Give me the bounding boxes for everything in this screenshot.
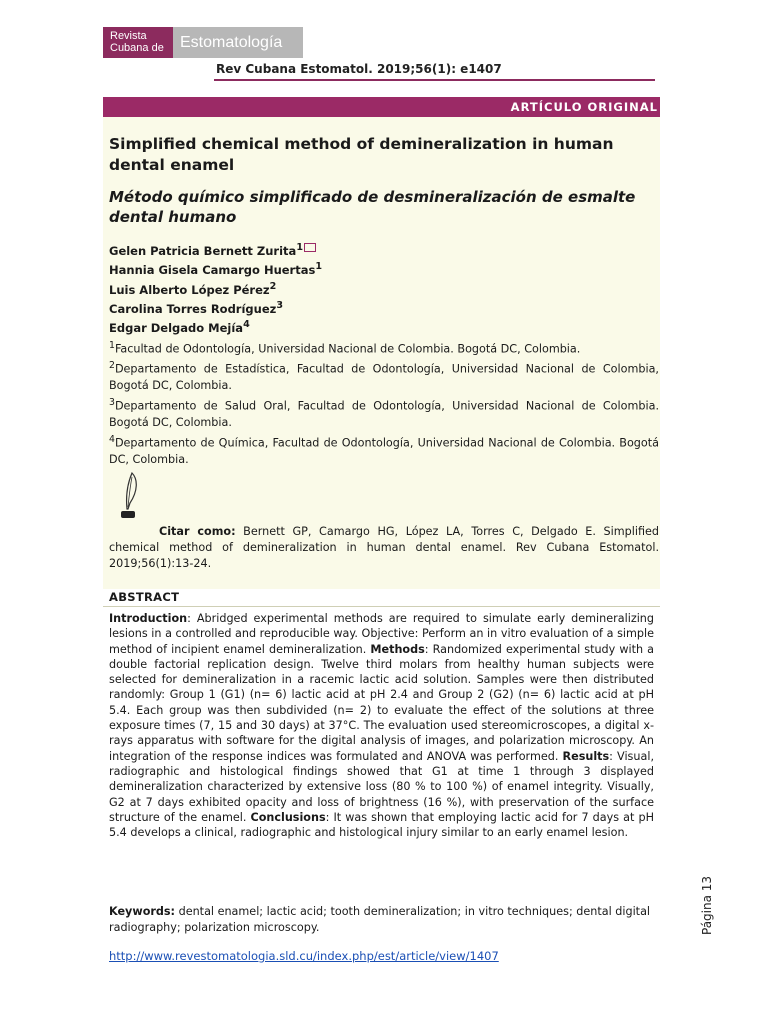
author-2: Hannia Gisela Camargo Huertas$^1$ [109, 261, 323, 278]
affiliation-1: $^1$Facultad de Odontología, Universidad Nacional de Colombia. Bogotá DC, Colombia. [109, 340, 581, 356]
citation-label: Citar como: [159, 525, 236, 539]
logo-name: Estomatología [173, 27, 303, 58]
journal-logo [103, 27, 303, 58]
title-spanish: Método químico simplificado de desmineralización de esmalte dental humano [109, 188, 636, 226]
author-3: Luis Alberto López Pérez$^2$ [109, 280, 277, 297]
quill-pen-icon [118, 471, 142, 521]
citation [109, 524, 659, 572]
author-5: Edgar Delgado Mejía$^4$ [109, 319, 250, 336]
affiliation-4: $^4$Departamento de Química, Facultad de Odontología, Universidad Nacional de Colombia. Bogotá DC, Colombia. [109, 433, 659, 466]
article-link[interactable]: http://www.revestomatologia.sld.cu/index.php/est/article/view/1407 [109, 949, 499, 963]
page-number: Página 13 [700, 875, 714, 935]
keywords-text: dental enamel; lactic acid; tooth demineralization; in vitro techniques; dental digital radiography; polarization microscopy. [109, 905, 651, 934]
keywords [109, 904, 659, 935]
author-list [109, 240, 322, 337]
citation-text: Bernett GP, Camargo HG, López LA, Torres C, Delgado E. Simplified chemical method of demineralization in human dental enamel. Rev Cubana Estomatol. 2019;56(1):13-24. [109, 525, 659, 571]
article-type-bar: ARTÍCULO ORIGINAL [103, 97, 660, 117]
affiliation-2: $^2$Departamento de Estadística, Facultad de Odontología, Universidad Nacional de Colombia, Bogotá DC, Colombia. [109, 360, 659, 393]
header-rule [214, 79, 655, 81]
abstract-heading: ABSTRACT [109, 590, 180, 604]
abstract-body: Introduction: Abridged experimental methods are required to simulate early demineralizing lesions in a controlled and reproducible way. Objective: Perform an in vitro evaluation of a simple method of incipient enamel demineralization. Methods: Randomized experimental study with a double factorial replication design. Twelve third molars from healthy human subjects were selected for demineralization in a racemic lactic acid solution. Samples were then distributed randomly: Group 1 (G1) (n= 6) lactic acid at pH 2.4 and Group 2 (G2) (n= 6) lactic acid at pH 5.4. Each group was then subdivided (n= 2) to evaluate the effect of the solutions at three exposure times (7, 15 and 30 days) at 37°C. The evaluation used stereomicroscopes, a digital x-rays apparatus with software for the digital analysis of images, and polarization microscopy. An integration of the response indices was formulated and ANOVA was performed. Results: Visual, radiographic and histological findings showed that G1 at time 1 through 3 displayed demineralization characterized by extensive loss (80 % to 100 %) of enamel integrity. Visually, G2 at 7 days exhibited opacity and loss of brightness (16 %), with preservation of the surface structure of the enamel. Conclusions: It was shown that employing lactic acid for 7 days at pH 5.4 develops a clinical, radiographic and histological injury similar to an early enamel lesion. [109, 612, 655, 840]
author-1: Gelen Patricia Bernett Zurita$^1$ [109, 240, 322, 259]
logo-line1: Revista [110, 30, 147, 42]
keywords-label: Keywords: [109, 905, 176, 918]
logo-left-block [103, 27, 173, 58]
abstract-rule [103, 606, 660, 607]
author-4: Carolina Torres Rodríguez$^3$ [109, 299, 284, 316]
affiliation-3: $^3$Departamento de Salud Oral, Facultad de Odontología, Universidad Nacional de Colombia. Bogotá DC, Colombia. [109, 396, 659, 430]
title-english: Simplified chemical method of demineralization in human dental enamel [109, 135, 614, 174]
envelope-icon[interactable] [304, 243, 316, 252]
logo-line2: Cubana de [110, 42, 164, 54]
affiliations [109, 338, 659, 468]
journal-reference: Rev Cubana Estomatol. 2019;56(1): e1407 [216, 62, 502, 76]
